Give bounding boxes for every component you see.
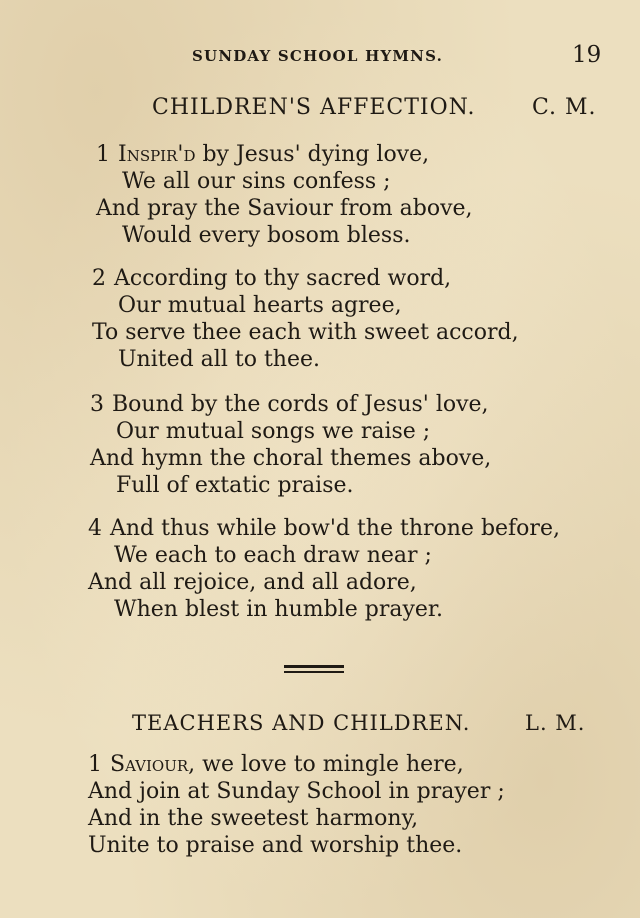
verse-line: Unite to praise and worship thee.: [88, 833, 463, 858]
verse-line: Our mutual songs we raise ;: [116, 419, 431, 444]
verse-first-line: [96, 141, 429, 168]
verse-first-word: Inspir'd: [118, 142, 196, 167]
verse-number: 4: [88, 516, 102, 541]
verse-number: 2: [92, 266, 106, 291]
verse-line: Full of extatic praise.: [116, 473, 354, 498]
hymn-meter: L. M.: [525, 711, 586, 735]
verse-first-line-text: we love to mingle here,: [195, 752, 464, 777]
verse-line: And in the sweetest harmony,: [88, 806, 419, 831]
verse-line: United all to thee.: [118, 347, 320, 372]
verse-line: And all rejoice, and all adore,: [88, 570, 417, 595]
verse-line: We all our sins confess ;: [122, 169, 391, 194]
verse-number: 1: [96, 142, 110, 167]
hymn-title: CHILDREN'S AFFECTION.: [152, 95, 476, 120]
verse-first-line: [90, 391, 489, 418]
verse-line: And hymn the choral themes above,: [90, 446, 492, 471]
separator-rule: [284, 665, 344, 668]
verse-first-word: Saviour,: [110, 752, 196, 777]
verse-first-line: [88, 515, 560, 542]
separator-rule: [284, 671, 344, 673]
verse-line: Would every bosom bless.: [122, 223, 411, 248]
running-head: SUNDAY SCHOOL HYMNS.: [192, 47, 444, 65]
verse-line: To serve thee each with sweet accord,: [92, 320, 519, 345]
page-number: 19: [572, 42, 602, 68]
verse-first-line-text: According to thy sacred word,: [114, 266, 452, 291]
verse-first-line-text: by Jesus' dying love,: [195, 142, 430, 167]
hymn-meter: C. M.: [532, 95, 597, 120]
verse-first-line: [88, 751, 464, 778]
verse-line: And pray the Saviour from above,: [96, 196, 473, 221]
verse-number: 3: [90, 392, 104, 417]
verse-first-line-text: And thus while bow'd the throne before,: [110, 516, 560, 541]
verse-line: Our mutual hearts agree,: [118, 293, 402, 318]
verse-first-line: [92, 265, 451, 292]
verse-number: 1: [88, 752, 102, 777]
hymn-title: TEACHERS AND CHILDREN.: [132, 711, 471, 735]
verse-line: And join at Sunday School in prayer ;: [88, 779, 505, 804]
verse-line: When blest in humble prayer.: [114, 597, 444, 622]
verse-line: We each to each draw near ;: [114, 543, 432, 568]
verse-first-line-text: Bound by the cords of Jesus' love,: [112, 392, 489, 417]
